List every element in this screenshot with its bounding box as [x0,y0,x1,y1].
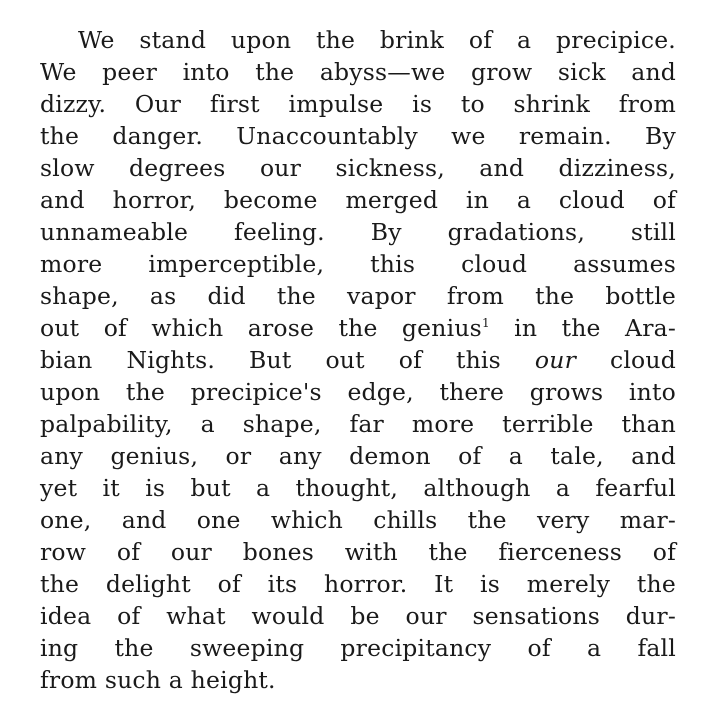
footnote-marker: 1 [481,316,490,331]
passage-line-8: more imperceptible, this cloud assumes [40,250,676,278]
passage-line-5: slow degrees our sickness, and dizziness, [40,154,676,182]
passage-line-10-start: out of which arose the genius [40,314,482,342]
passage-line-12: upon the precipice's edge, there grows into [40,378,676,406]
passage-line-13: palpability, a shape, far more terrible than [40,410,677,438]
passage-line-3: dizzy. Our first impulse is to shrink from [40,90,676,118]
passage-line-19: idea of what would be our sensations dur- [40,602,676,630]
passage-line-11-start: bian Nights. But out of this [40,346,501,374]
passage-line-1: We stand upon the brink of a precipice. [78,26,676,54]
passage-line-16: one, and one which chills the very mar- [40,506,677,534]
passage-line-7: unnameable feeling. By gradations, still [40,218,676,246]
passage-line-11-end: cloud [609,346,676,374]
passage-text [40,24,676,696]
passage-line-10 [40,312,676,344]
passage-line-4: the danger. Unaccountably we remain. By [40,122,677,150]
passage-line-17: row of our bones with the fierceness of [40,538,676,566]
passage-line-14: any genius, or any demon of a tale, and [40,442,676,470]
passage-line-20: ing the sweeping precipitancy of a fall [40,634,676,662]
italic-our: our [534,346,577,374]
passage-line-10-end: in the Ara- [514,314,676,342]
passage-line-11 [40,344,676,376]
passage-line-21: from such a height. [40,666,276,694]
passage-line-15: yet it is but a thought, although a fearful [40,474,677,502]
passage-line-9: shape, as did the vapor from the bottle [40,282,677,310]
passage-line-6: and horror, become merged in a cloud of [40,186,677,214]
passage-line-2: We peer into the abyss—we grow sick and [40,58,677,86]
passage-line-18: the delight of its horror. It is merely the [40,570,676,598]
